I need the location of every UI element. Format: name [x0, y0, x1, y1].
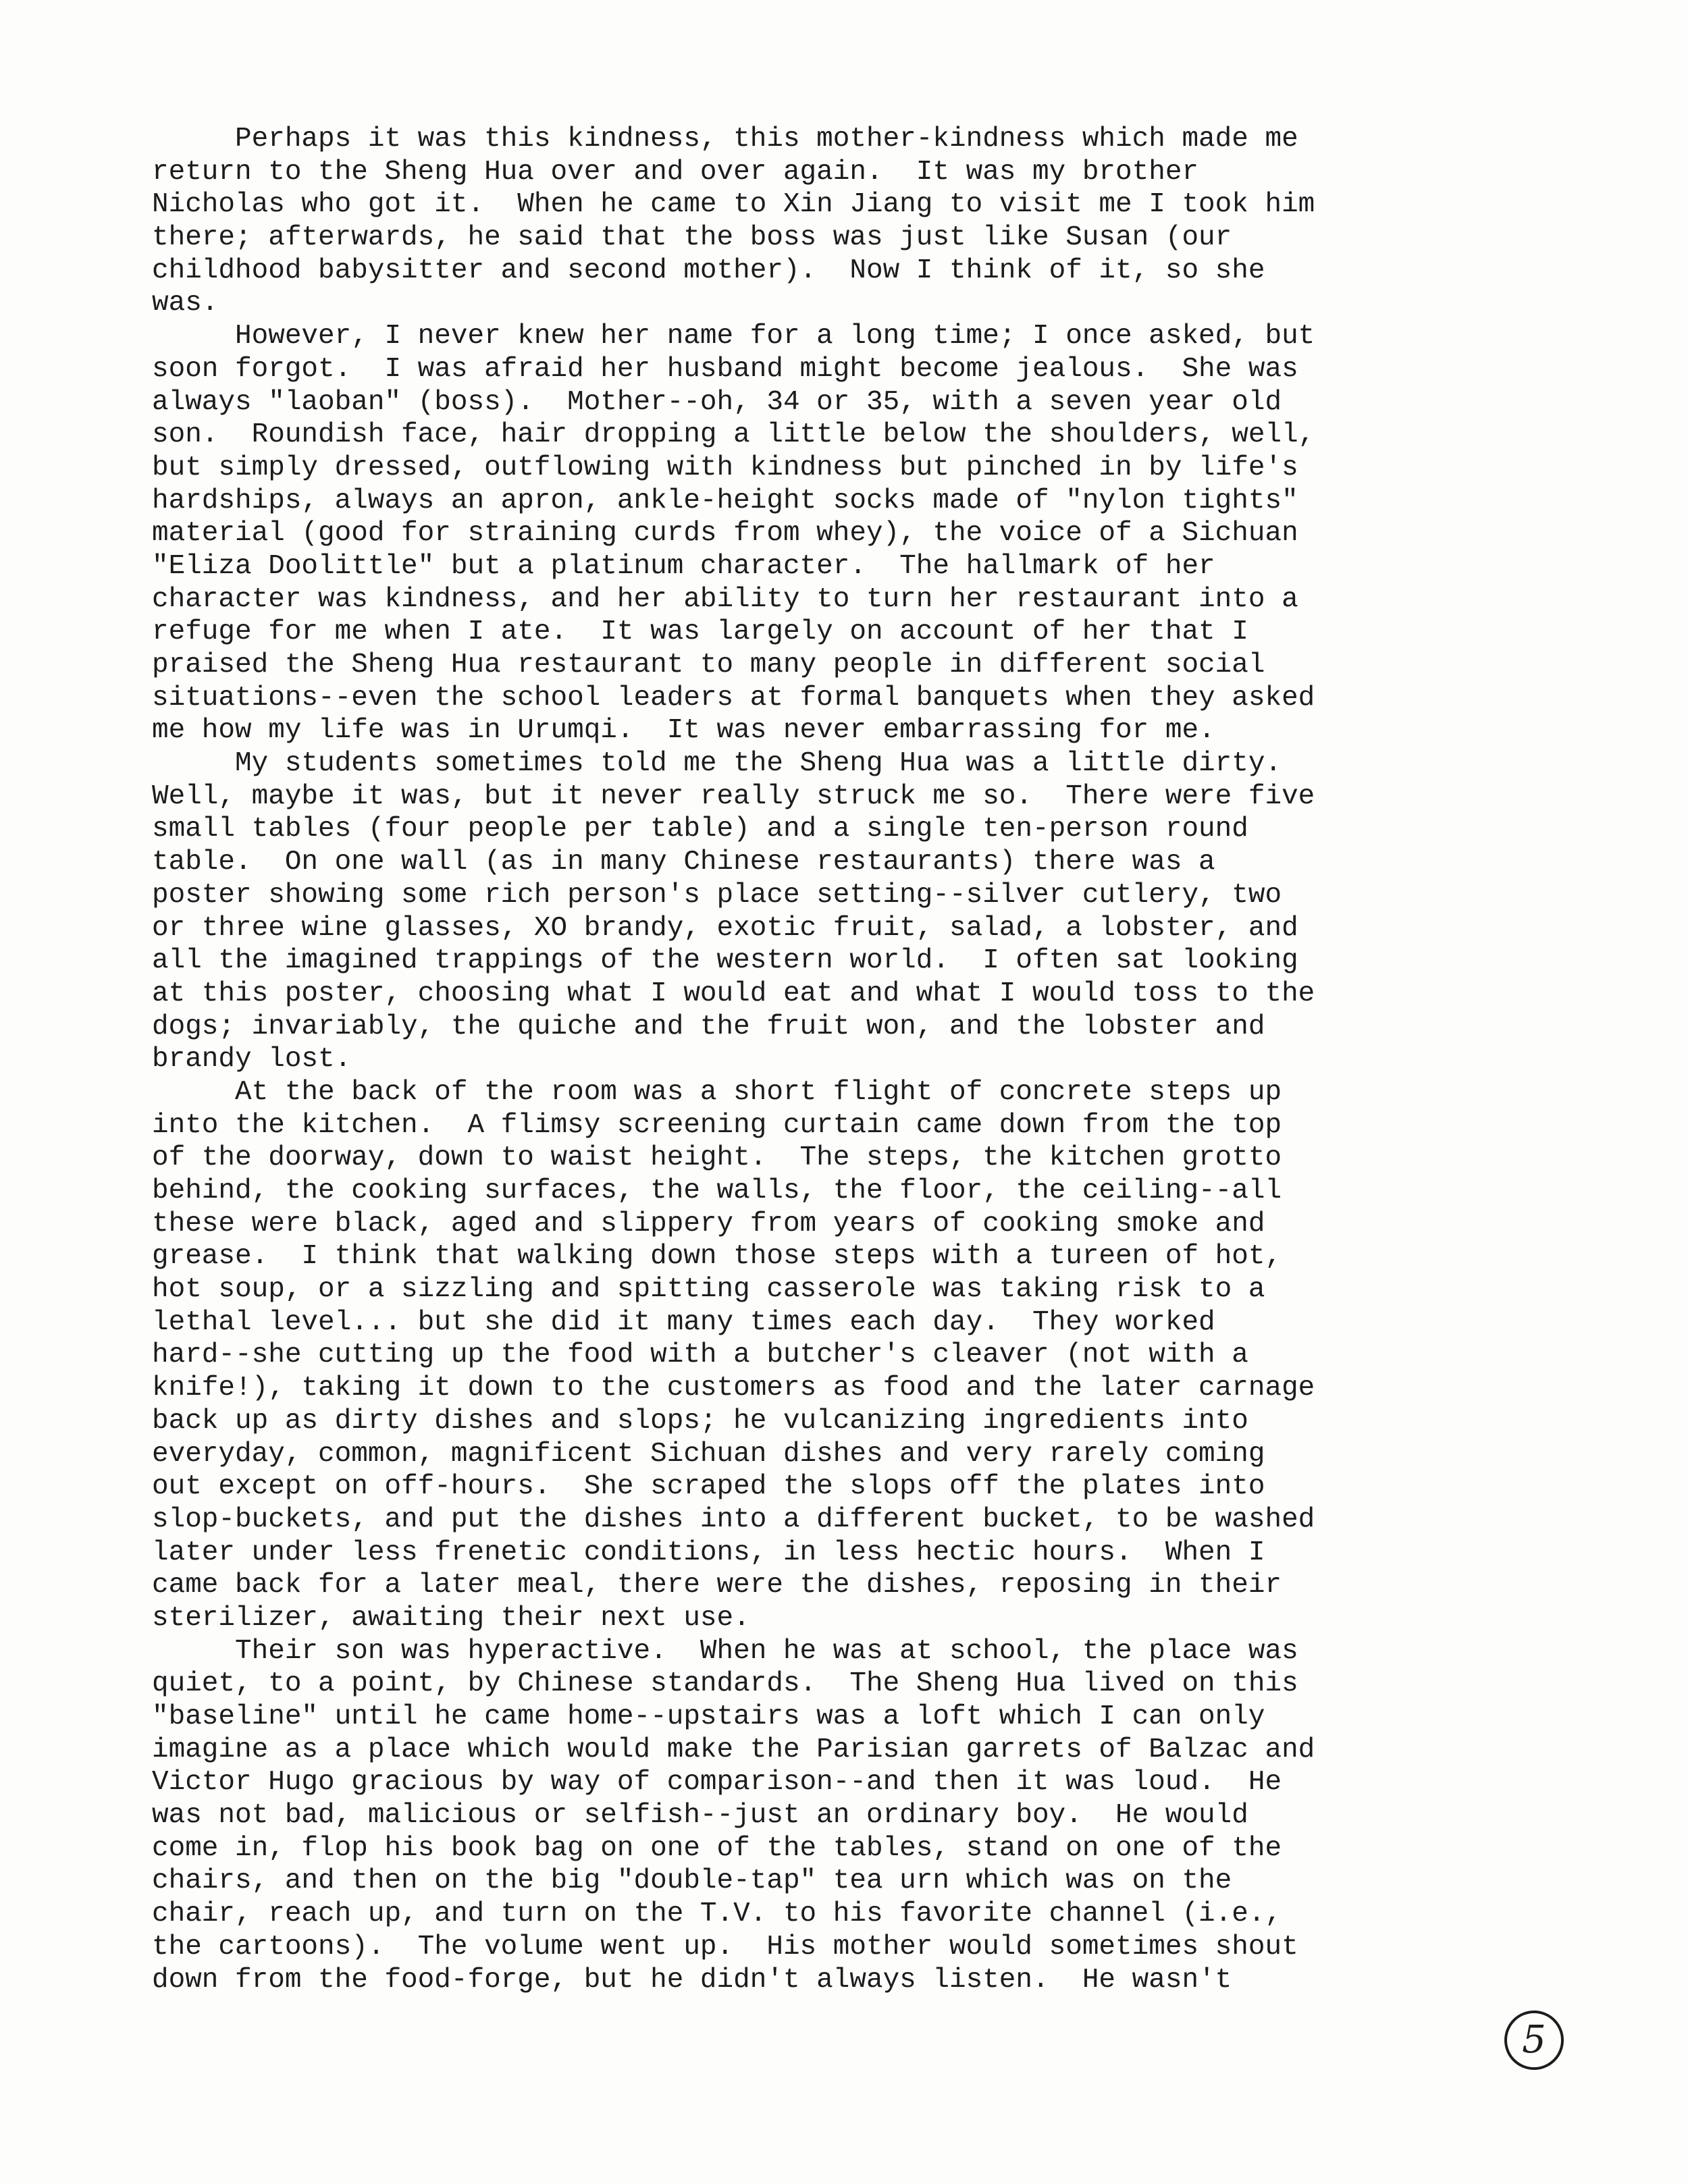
text-line: grease. I think that walking down those steps with a tureen of hot,: [152, 1241, 1282, 1273]
text-line: was.: [152, 288, 219, 319]
text-line: the cartoons). The volume went up. His mother would sometimes shout: [152, 1931, 1298, 1963]
text-line: My students sometimes told me the Sheng Hua was a little dirty.: [152, 748, 1282, 780]
text-line: later under less frenetic conditions, in less hectic hours. When I: [152, 1537, 1265, 1568]
text-line: "baseline" until he came home--upstairs was a loft which I can only: [152, 1701, 1265, 1732]
text-line: chairs, and then on the big "double-tap" tea urn which was on the: [152, 1865, 1232, 1897]
text-line: material (good for straining curds from whey), the voice of a Sichuan: [152, 518, 1298, 550]
text-line: table. On one wall (as in many Chinese restaurants) there was a: [152, 847, 1215, 878]
text-line: was not bad, malicious or selfish--just an ordinary boy. He would: [152, 1800, 1248, 1832]
text-line: Well, maybe it was, but it never really struck me so. There were five: [152, 780, 1315, 812]
text-line: at this poster, choosing what I would eat and what I would toss to the: [152, 978, 1315, 1009]
text-line: lethal level... but she did it many times each day. They worked: [152, 1306, 1215, 1338]
text-line: dogs; invariably, the quiche and the fruit won, and the lobster and: [152, 1011, 1265, 1042]
text-line: praised the Sheng Hua restaurant to many people in different social: [152, 649, 1265, 681]
text-line: back up as dirty dishes and slops; he vulcanizing ingredients into: [152, 1405, 1248, 1437]
text-line: hardships, always an apron, ankle-height socks made of "nylon tights": [152, 485, 1298, 516]
page-number: 5: [1504, 2010, 1564, 2070]
text-line: slop-buckets, and put the dishes into a different bucket, to be washed: [152, 1503, 1315, 1535]
text-line: all the imagined trappings of the western world. I often sat looking: [152, 945, 1298, 977]
text-line: childhood babysitter and second mother). Now I think of it, so she: [152, 255, 1265, 286]
text-line: down from the food-forge, but he didn't always listen. He wasn't: [152, 1964, 1232, 1996]
text-line: Perhaps it was this kindness, this mother-kindness which made me: [152, 124, 1298, 155]
text-line: refuge for me when I ate. It was largely on account of her that I: [152, 616, 1248, 648]
text-line: there; afterwards, he said that the boss was just like Susan (our: [152, 222, 1232, 254]
text-line: behind, the cooking surfaces, the walls, the floor, the ceiling--all: [152, 1175, 1282, 1206]
text-line: into the kitchen. A flimsy screening curtain came down from the top: [152, 1109, 1282, 1141]
text-line: character was kindness, and her ability to turn her restaurant into a: [152, 583, 1298, 615]
text-line: out except on off-hours. She scraped the slops off the plates into: [152, 1471, 1265, 1503]
text-line: poster showing some rich person's place setting--silver cutlery, two: [152, 879, 1282, 911]
text-line: small tables (four people per table) and a single ten-person round: [152, 814, 1248, 845]
text-line: came back for a later meal, there were the dishes, reposing in their: [152, 1570, 1282, 1601]
body-text: [152, 123, 1577, 1996]
text-line: situations--even the school leaders at formal banquets when they asked: [152, 682, 1315, 714]
text-line: Victor Hugo gracious by way of comparison--and then it was loud. He: [152, 1767, 1282, 1799]
text-line: imagine as a place which would make the Parisian garrets of Balzac and: [152, 1734, 1315, 1765]
text-line: sterilizer, awaiting their next use.: [152, 1602, 750, 1634]
text-line: Nicholas who got it. When he came to Xin Jiang to visit me I took him: [152, 189, 1315, 221]
text-line: everyday, common, magnificent Sichuan dishes and very rarely coming: [152, 1438, 1265, 1470]
text-line: quiet, to a point, by Chinese standards. The Sheng Hua lived on this: [152, 1668, 1298, 1700]
text-line: or three wine glasses, XO brandy, exotic fruit, salad, a lobster, and: [152, 912, 1298, 944]
text-line: son. Roundish face, hair dropping a little below the shoulders, well,: [152, 419, 1315, 451]
text-line: but simply dressed, outflowing with kindness but pinched in by life's: [152, 452, 1298, 483]
text-line: return to the Sheng Hua over and over again. It was my brother: [152, 156, 1199, 188]
text-line: Their son was hyperactive. When he was at school, the place was: [152, 1635, 1298, 1667]
text-line: these were black, aged and slippery from years of cooking smoke and: [152, 1208, 1265, 1240]
text-line: However, I never knew her name for a long time; I once asked, but: [152, 321, 1315, 352]
text-line: me how my life was in Urumqi. It was never embarrassing for me.: [152, 715, 1215, 747]
text-line: knife!), taking it down to the customers as food and the later carnage: [152, 1373, 1315, 1404]
text-line: brandy lost.: [152, 1044, 352, 1075]
text-line: At the back of the room was a short flight of concrete steps up: [152, 1076, 1282, 1108]
text-line: come in, flop his book bag on one of the tables, stand on one of the: [152, 1832, 1282, 1864]
text-line: chair, reach up, and turn on the T.V. to his favorite channel (i.e.,: [152, 1898, 1282, 1930]
text-line: hard--she cutting up the food with a butcher's cleaver (not with a: [152, 1339, 1248, 1371]
text-line: always "laoban" (boss). Mother--oh, 34 or 35, with a seven year old: [152, 386, 1282, 418]
text-line: soon forgot. I was afraid her husband might become jealous. She was: [152, 353, 1298, 385]
text-line: of the doorway, down to waist height. The steps, the kitchen grotto: [152, 1142, 1282, 1174]
text-line: hot soup, or a sizzling and spitting casserole was taking risk to a: [152, 1274, 1265, 1306]
text-line: "Eliza Doolittle" but a platinum character. The hallmark of her: [152, 550, 1215, 582]
